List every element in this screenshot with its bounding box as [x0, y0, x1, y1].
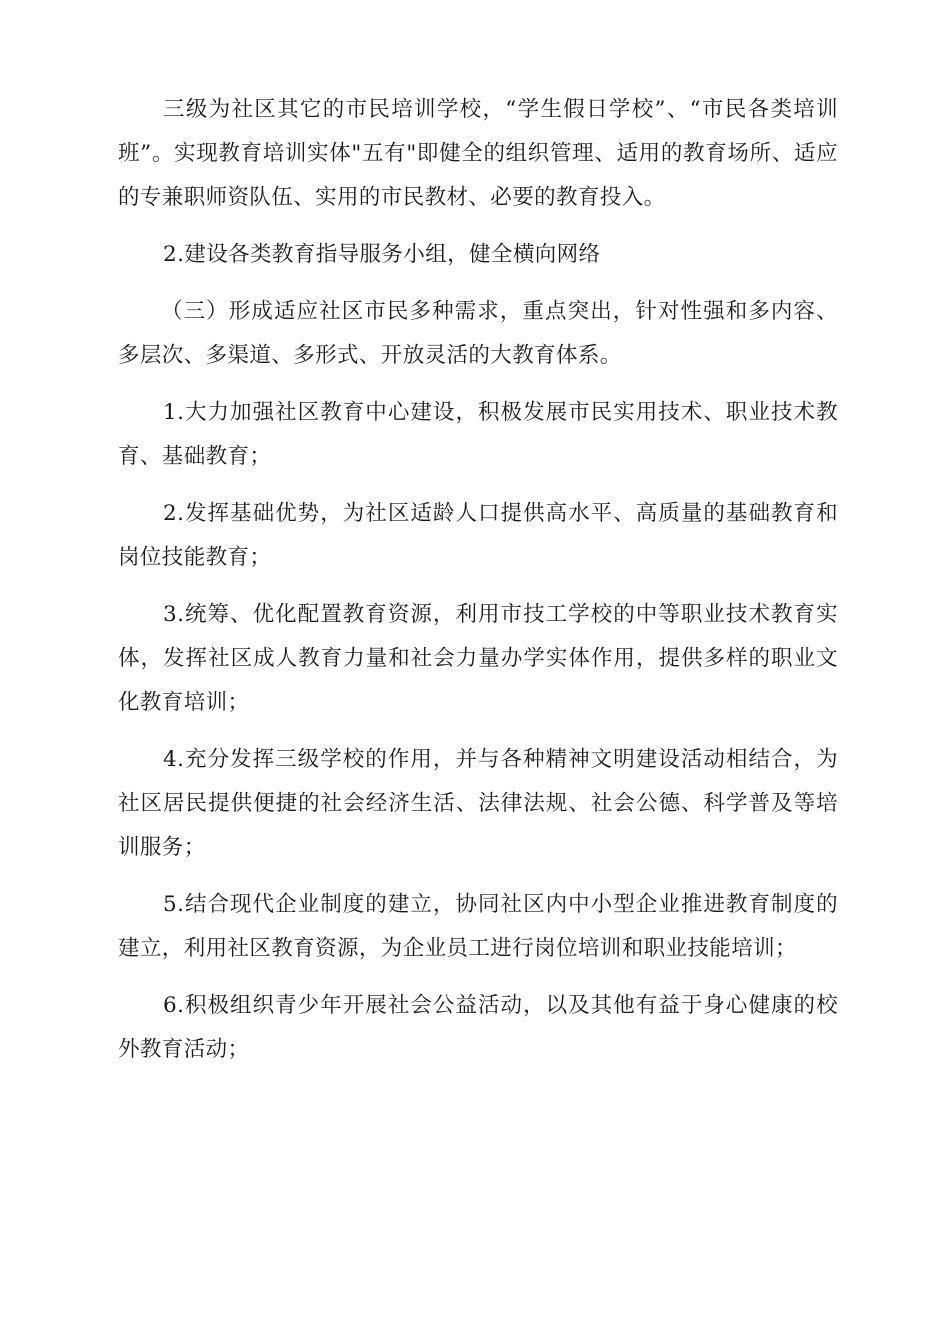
paragraph-item-1: 1.大力加强社区教育中心建设，积极发展市民实用技术、职业技术教育、基础教育；	[118, 400, 838, 469]
section-heading-3: （三）形成适应社区市民多种需求，重点突出，针对性强和多内容、多层次、多渠道、多形式、开放灵活的大教育体系。	[118, 299, 838, 368]
paragraph-item-5: 5.结合现代企业制度的建立，协同社区内中小型企业推进教育制度的建立，利用社区教育资源，为企业员工进行岗位培训和职业技能培训；	[118, 892, 838, 961]
document-body	[118, 88, 838, 1085]
paragraph-item-6: 6.积极组织青少年开展社会公益活动，以及其他有益于身心健康的校外教育活动；	[118, 993, 838, 1062]
paragraph-item-3: 3.统筹、优化配置教育资源，利用市技工学校的中等职业技术教育实体，发挥社区成人教育力量和社会力量办学实体作用，提供多样的职业文化教育培训；	[118, 602, 838, 715]
paragraph-item-2-network: 2.建设各类教育指导服务小组，健全横向网络	[163, 242, 601, 267]
paragraph-item-2: 2.发挥基础优势，为社区适龄人口提供高水平、高质量的基础教育和岗位技能教育；	[118, 501, 838, 570]
paragraph-five-haves: 三级为社区其它的市民培训学校，“学生假日学校”、“市民各类培训班”。实现教育培训实体"五有"即健全的组织管理、适用的教育场所、适应的专兼职师资队伍、实用的市民教材、必要的教育投入。	[118, 97, 838, 210]
paragraph-item-4: 4.充分发挥三级学校的作用，并与各种精神文明建设活动相结合，为社区居民提供便捷的社会经济生活、法律法规、社会公德、科学普及等培训服务；	[118, 747, 838, 860]
